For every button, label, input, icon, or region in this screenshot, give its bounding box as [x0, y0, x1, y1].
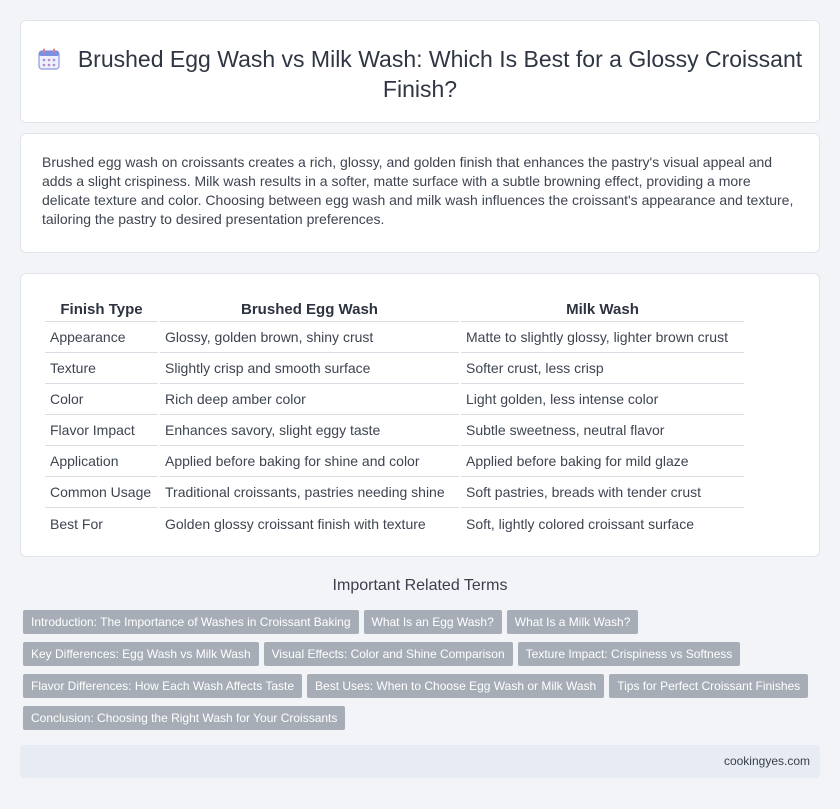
- calendar-icon: [38, 48, 60, 70]
- table-cell: Matte to slightly glossy, lighter brown crust: [461, 322, 744, 353]
- table-cell: Texture: [45, 353, 158, 384]
- related-tag[interactable]: Conclusion: Choosing the Right Wash for Your Croissants: [23, 706, 345, 730]
- tag-row: [23, 642, 823, 674]
- header-milk-wash: Milk Wash: [461, 293, 744, 322]
- table-cell: Enhances savory, slight eggy taste: [160, 415, 459, 446]
- table-cell: Best For: [50, 515, 103, 532]
- related-tag[interactable]: What Is an Egg Wash?: [364, 610, 502, 634]
- footer-bar: [20, 745, 820, 778]
- table-cell: Traditional croissants, pastries needing shine: [160, 477, 459, 508]
- related-tag[interactable]: What Is a Milk Wash?: [507, 610, 639, 634]
- table-cell: Subtle sweetness, neutral flavor: [461, 415, 744, 446]
- footer-site-link[interactable]: cookingyes.com: [723, 754, 810, 768]
- related-terms-heading: Important Related Terms: [332, 577, 508, 594]
- table-row: [45, 384, 744, 415]
- related-tag[interactable]: Best Uses: When to Choose Egg Wash or Milk Wash: [307, 674, 604, 698]
- table-cell: Soft pastries, breads with tender crust: [461, 477, 744, 508]
- table-row: [45, 477, 744, 508]
- table-row: [45, 353, 744, 384]
- table-cell: Light golden, less intense color: [461, 384, 744, 415]
- table-cell: Appearance: [45, 322, 158, 353]
- table-cell: Applied before baking for mild glaze: [461, 446, 744, 477]
- comparison-table: [43, 293, 746, 539]
- related-terms-tags: [23, 610, 823, 738]
- page-title: Brushed Egg Wash vs Milk Wash: Which Is Best for a Glossy Croissant Finish?: [77, 46, 803, 102]
- table-row: [45, 446, 744, 477]
- table-cell: Slightly crisp and smooth surface: [160, 353, 459, 384]
- table-cell: Golden glossy croissant finish with texture: [165, 515, 426, 532]
- related-tag[interactable]: Visual Effects: Color and Shine Comparison: [264, 642, 513, 666]
- table-cell: Softer crust, less crisp: [461, 353, 744, 384]
- tag-row: [23, 674, 823, 706]
- table-row: [45, 322, 744, 353]
- page-title-block: [21, 44, 819, 104]
- table-cell: Applied before baking for shine and color: [160, 446, 459, 477]
- related-tag[interactable]: Key Differences: Egg Wash vs Milk Wash: [23, 642, 259, 666]
- table-row: [45, 508, 744, 539]
- table-cell: Color: [45, 384, 158, 415]
- title-card: [20, 20, 820, 123]
- table-header-row: [45, 293, 744, 322]
- related-tag[interactable]: Tips for Perfect Croissant Finishes: [609, 674, 808, 698]
- tag-row: [23, 706, 823, 738]
- table-cell: Flavor Impact: [45, 415, 158, 446]
- related-tag[interactable]: Flavor Differences: How Each Wash Affects Taste: [23, 674, 302, 698]
- table-cell: Soft, lightly colored croissant surface: [466, 515, 694, 532]
- table-cell: Application: [45, 446, 158, 477]
- table-cell: Rich deep amber color: [160, 384, 459, 415]
- intro-card: [20, 133, 820, 253]
- intro-paragraph: Brushed egg wash on croissants creates a rich, glossy, and golden finish that enhances the pastry's visual appeal and adds a slight crispiness. Milk wash results in a softer, matte surface with a subtle browning effect, providing a more delicate texture and color. Choosing between egg wash and milk wash influences the croissant's appearance and texture, tailoring the pastry to desired presentation preferences.: [42, 154, 794, 227]
- table-row: [45, 415, 744, 446]
- related-tag[interactable]: Introduction: The Importance of Washes in Croissant Baking: [23, 610, 359, 634]
- related-tag[interactable]: Texture Impact: Crispiness vs Softness: [518, 642, 741, 666]
- tag-row: [23, 610, 823, 642]
- header-egg-wash: Brushed Egg Wash: [160, 293, 459, 322]
- header-finish-type: Finish Type: [45, 293, 158, 322]
- table-cell: Glossy, golden brown, shiny crust: [160, 322, 459, 353]
- table-cell: Common Usage: [45, 477, 158, 508]
- comparison-table-card: [20, 273, 820, 557]
